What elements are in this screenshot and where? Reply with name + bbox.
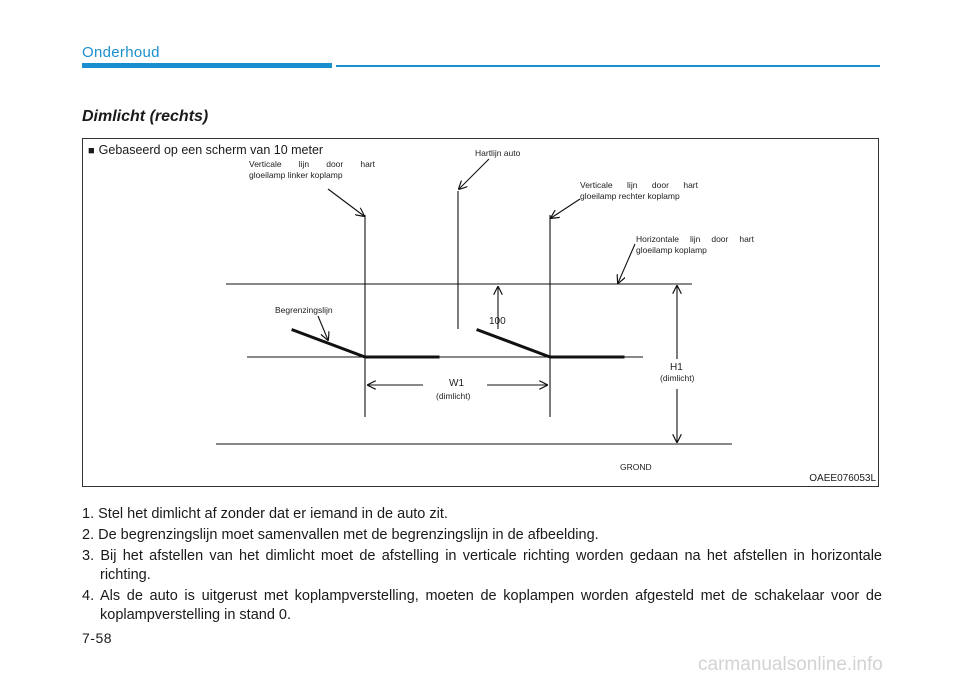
label-right-vertical-2: gloeilamp rechter koplamp [580,191,680,201]
label-center-line: Hartlijn auto [475,148,521,158]
leader-right-vertical [551,199,580,218]
caption-text: Gebaseerd op een scherm van 10 meter [98,143,324,157]
section-header: Onderhoud [82,44,160,61]
label-left-vertical-1: Verticale lijn door hart [249,159,375,169]
figure-caption [88,143,323,157]
figure-code: OAEE076053L [809,473,876,484]
instruction-list [82,505,882,627]
label-horizontal-2: gloeilamp koplamp [636,245,707,255]
label-right-vertical-1: Verticale lijn door hart [580,180,698,190]
instruction-step: 3. Bij het afstellen van het dimlicht moet de afstelling in verticale richting worden gedaan na het afstellen in horizontale richting. [82,548,882,583]
page-number: 7-58 [82,630,113,646]
label-h1: H1 [670,362,683,373]
label-h1-sub: (dimlicht) [660,373,695,383]
header-rule [336,65,880,67]
headlamp-aim-figure [82,138,879,487]
label-w1-sub: (dimlicht) [436,391,471,401]
leader-center-line [459,159,489,189]
page-subtitle: Dimlicht (rechts) [82,108,209,125]
instruction-step: 2. De begrenzingslijn moet samenvallen met de begrenzingslijn in de afbeelding. [82,527,599,543]
figure-drawing [83,139,880,488]
instruction-step: 4. Als de auto is uitgerust met koplampverstelling, moeten de koplampen worden afgesteld met de schakelaar voor de koplampverstelling in stand 0. [82,588,882,623]
caption-bullet: ■ [88,145,95,157]
instruction-step: 1. Stel het dimlicht af zonder dat er iemand in de auto zit. [82,506,448,522]
label-dim-100: 100 [489,316,506,327]
label-w1: W1 [449,378,464,389]
label-left-vertical-2: gloeilamp linker koplamp [249,170,343,180]
label-ground: GROND [620,462,652,472]
label-cutoff: Begrenzingslijn [275,305,333,315]
leader-cutoff [318,316,328,340]
label-horizontal-1: Horizontale lijn door hart [636,234,754,244]
leader-left-vertical [328,189,364,216]
header-rule-accent [82,63,332,68]
watermark: carmanualsonline.info [698,654,883,675]
leader-horizontal [618,244,635,283]
